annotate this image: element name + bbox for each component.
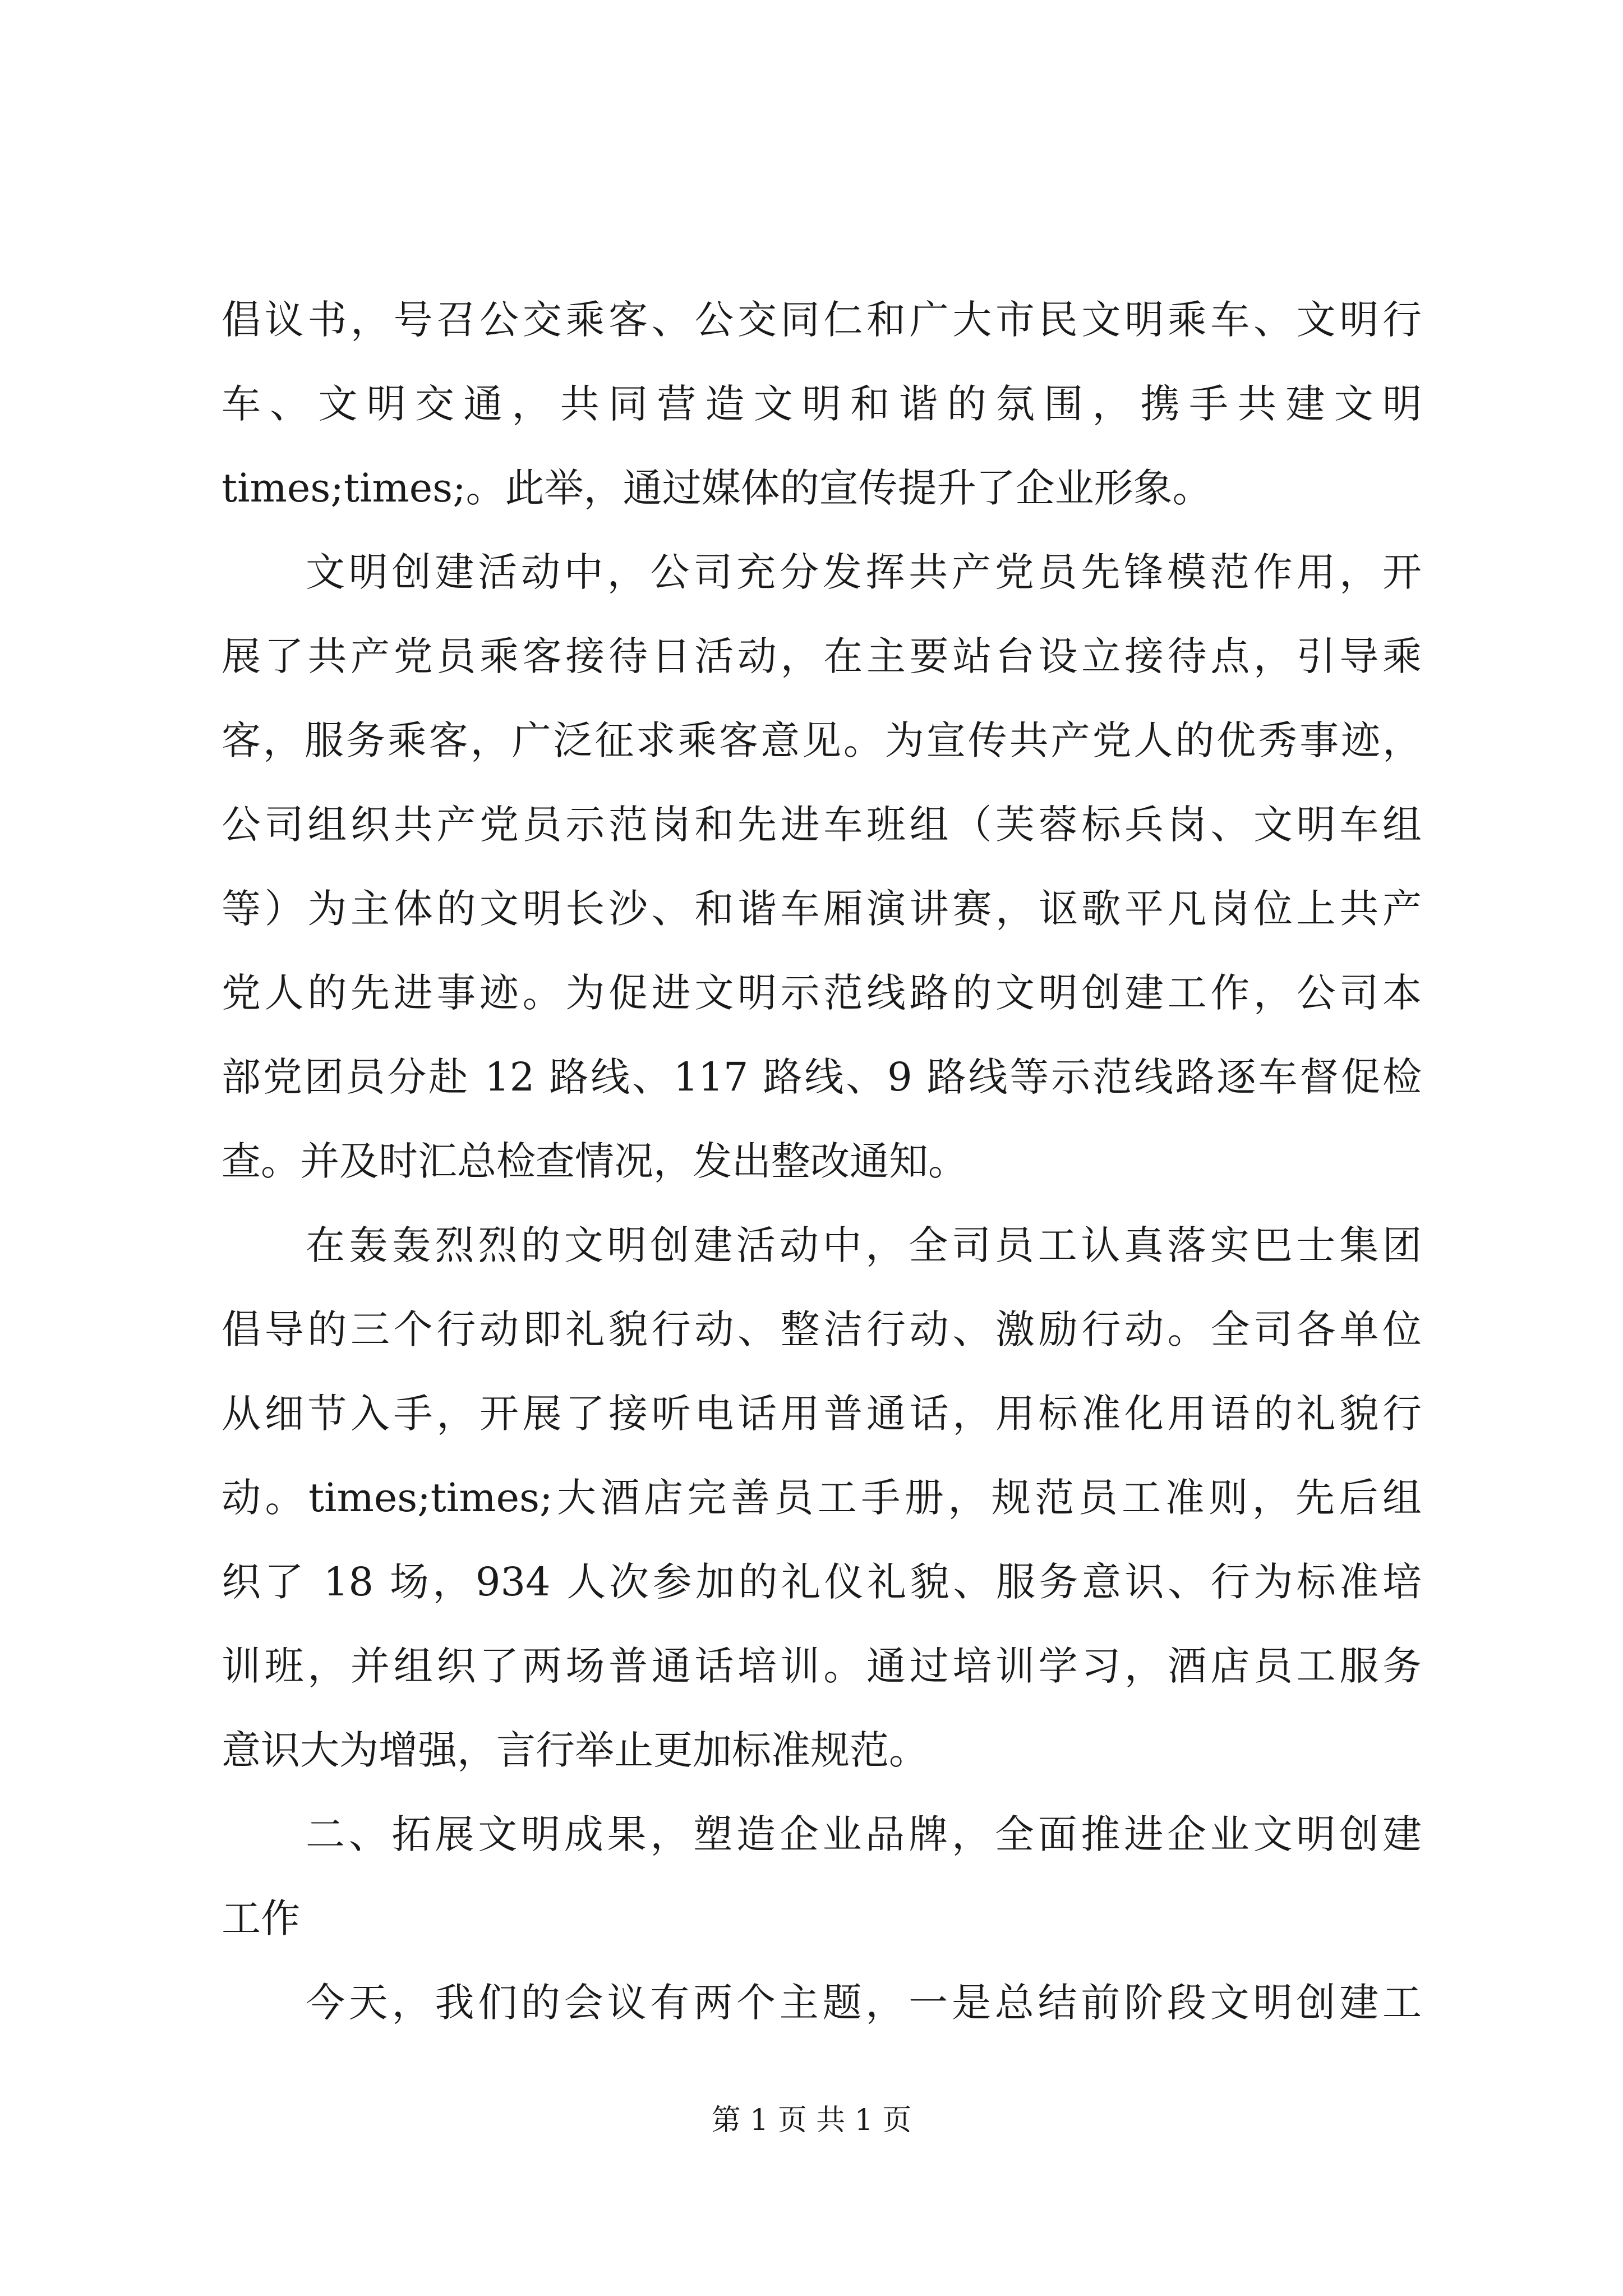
text-line: 动。times;times;大酒店完善员工手册，规范员工准则，先后组 [222, 1475, 1422, 1521]
text-line: 从细节入手，开展了接听电话用普通话，用标准化用语的礼貌行 [222, 1391, 1422, 1437]
text-line: 倡导的三个行动即礼貌行动、整洁行动、激励行动。全司各单位 [222, 1306, 1422, 1352]
paragraph-first-line: 文明创建活动中，公司充分发挥共产党员先锋模范作用，开 [306, 549, 1422, 595]
text-line: 织了 18 场，934 人次参加的礼仪礼貌、服务意识、行为标准培 [222, 1559, 1422, 1605]
text-line: 倡议书，号召公交乘客、公交同仁和广大市民文明乘车、文明行 [222, 297, 1422, 343]
text-line: 查。并及时汇总检查情况，发出整改通知。 [222, 1138, 967, 1184]
text-line: 意识大为增强，言行举止更加标准规范。 [222, 1727, 928, 1773]
text-line: 展了共产党员乘客接待日活动，在主要站台设立接待点，引导乘 [222, 633, 1422, 679]
section-heading-line: 工作 [222, 1895, 300, 1941]
text-line: 客，服务乘客，广泛征求乘客意见。为宣传共产党人的优秀事迹， [222, 717, 1422, 763]
text-line: 等）为主体的文明长沙、和谐车厢演讲赛，讴歌平凡岗位上共产 [222, 886, 1422, 932]
text-line: times;times;。此举，通过媒体的宣传提升了企业形象。 [222, 465, 1212, 511]
text-line: 车、文明交通，共同营造文明和谐的氛围，携手共建文明 [222, 381, 1422, 427]
text-line: 党人的先进事迹。为促进文明示范线路的文明创建工作，公司本 [222, 970, 1422, 1016]
text-line: 公司组织共产党员示范岗和先进车班组（芙蓉标兵岗、文明车组 [222, 802, 1422, 848]
section-heading-line: 二、拓展文明成果，塑造企业品牌，全面推进企业文明创建 [306, 1811, 1422, 1857]
page-number-footer: 第 1 页 共 1 页 [711, 2104, 912, 2137]
text-line: 部党团员分赴 12 路线、117 路线、9 路线等示范线路逐车督促检 [222, 1054, 1422, 1100]
text-line: 训班，并组织了两场普通话培训。通过培训学习，酒店员工服务 [222, 1643, 1422, 1689]
paragraph-first-line: 今天，我们的会议有两个主题，一是总结前阶段文明创建工 [306, 1980, 1422, 2026]
paragraph-first-line: 在轰轰烈烈的文明创建活动中，全司员工认真落实巴士集团 [306, 1222, 1422, 1268]
